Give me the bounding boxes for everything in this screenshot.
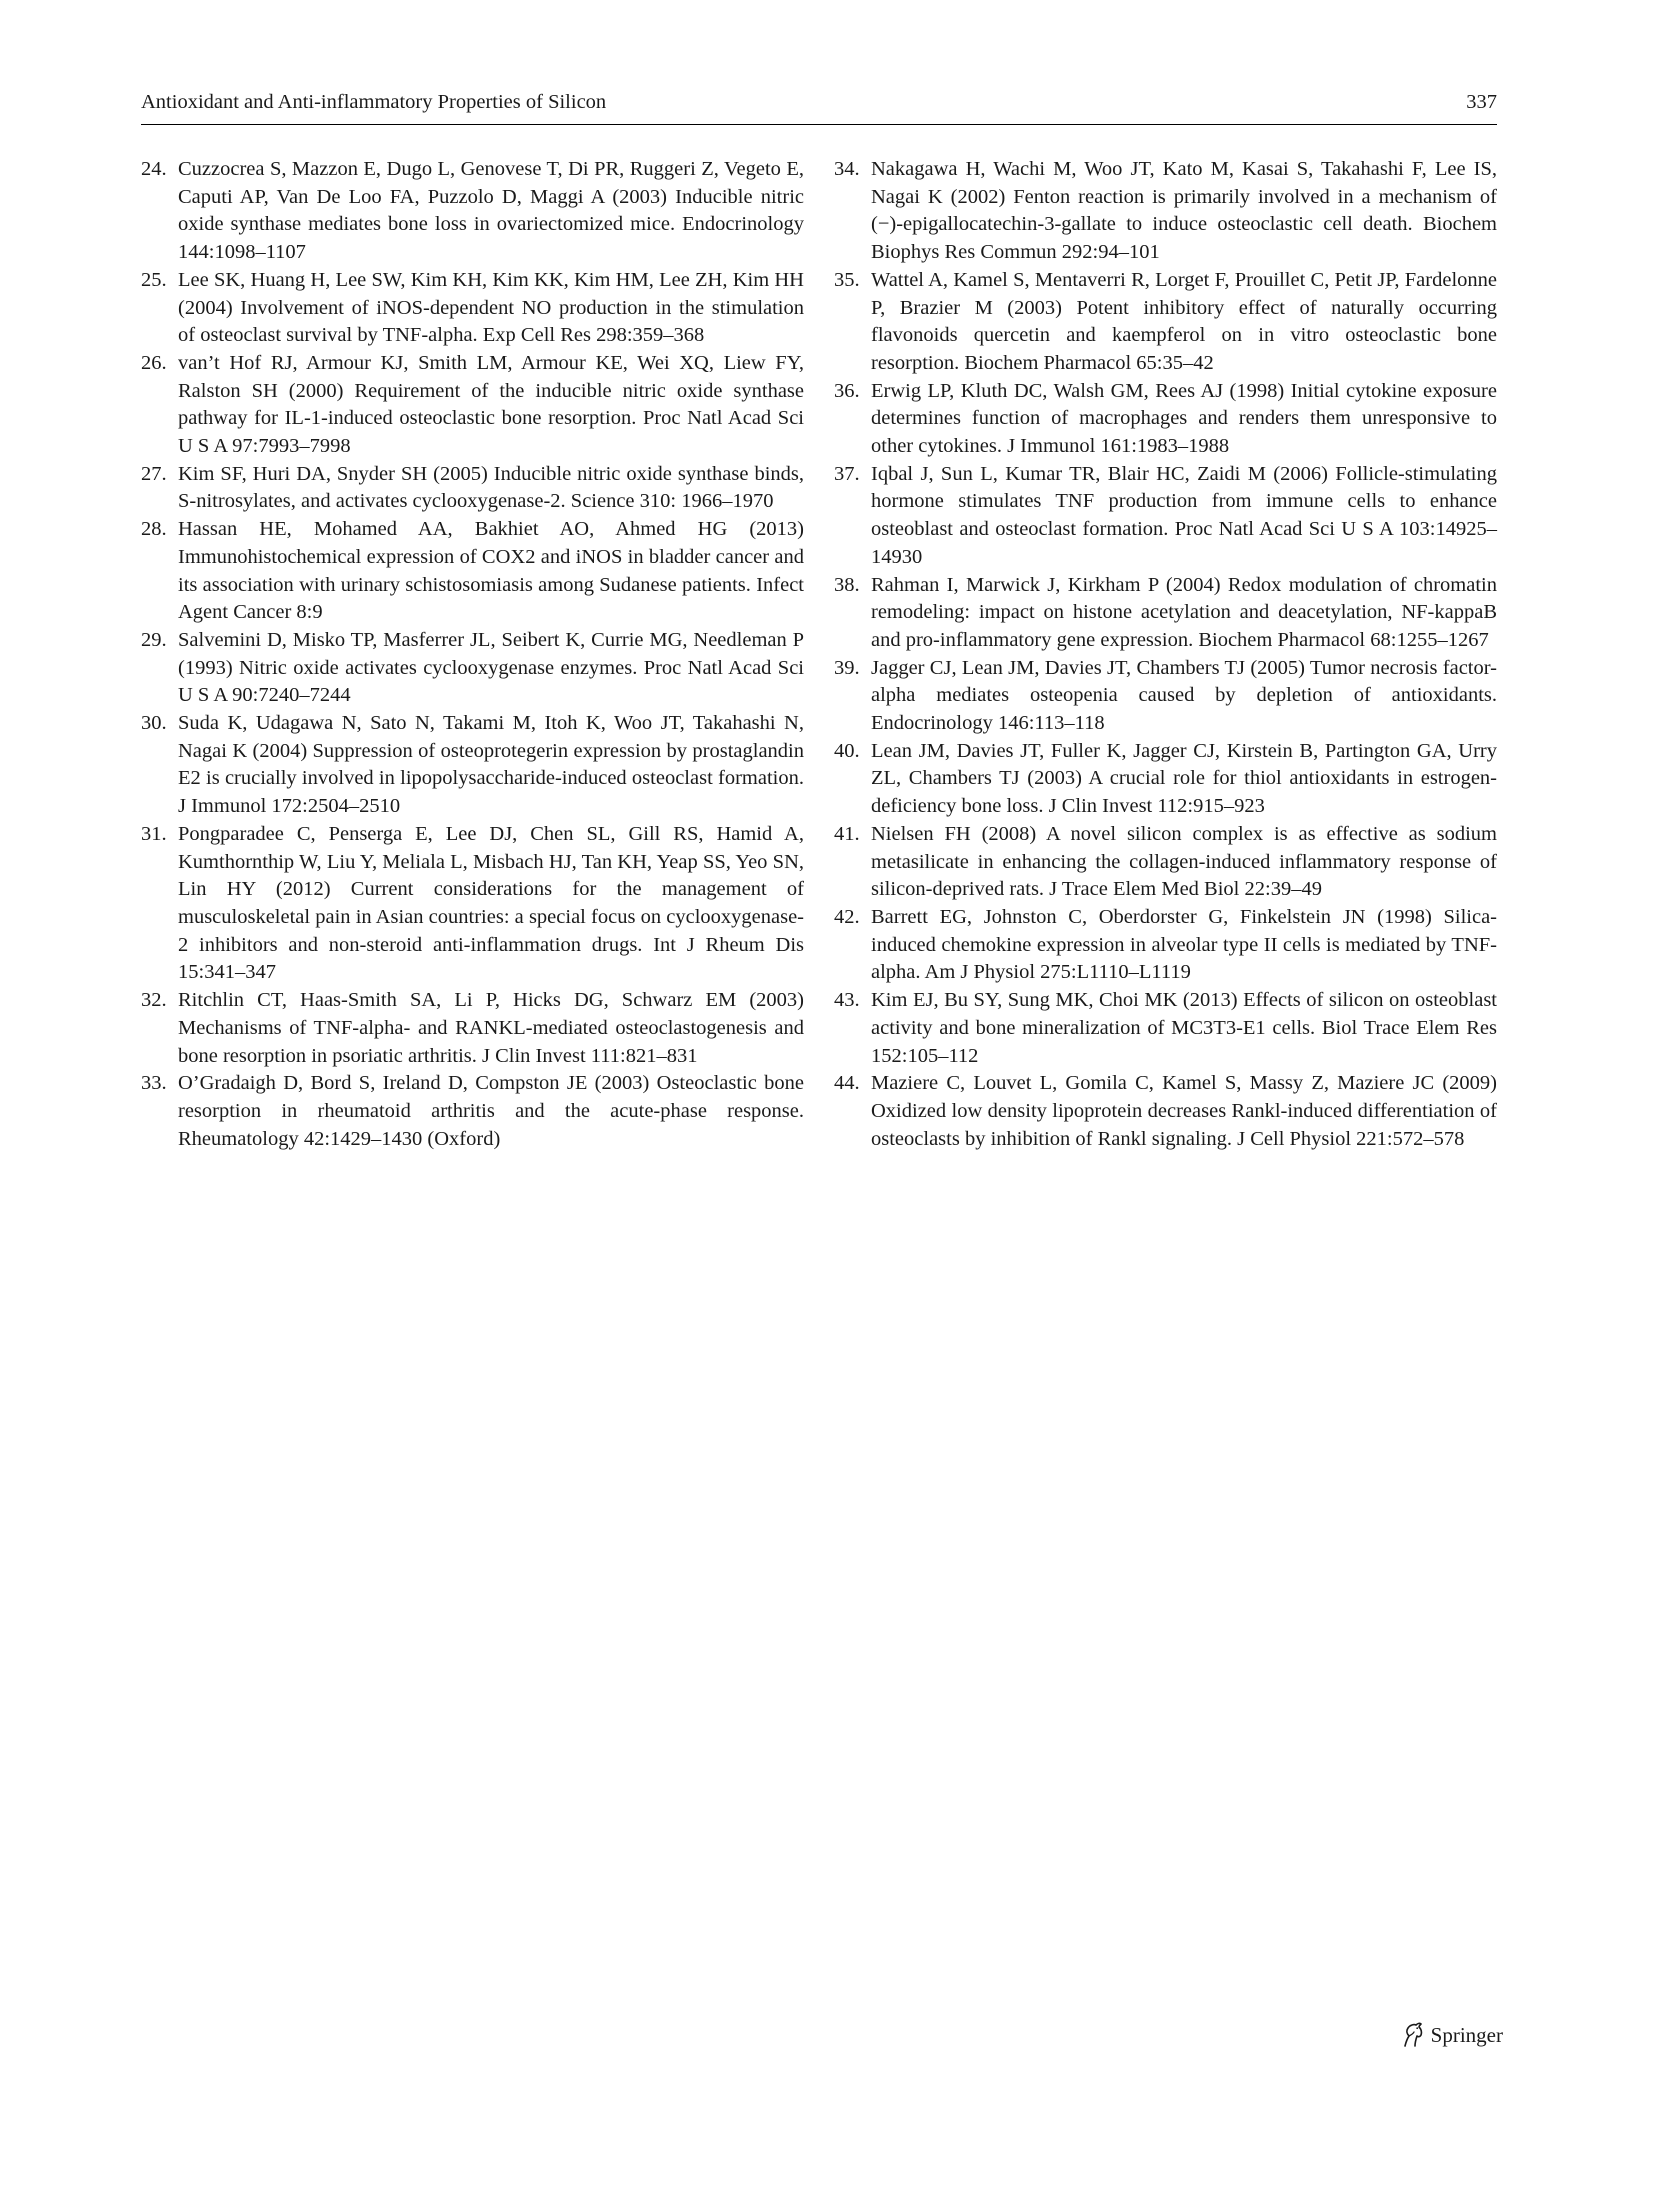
springer-horse-logo-icon bbox=[1401, 2022, 1425, 2048]
reference-number: 38. bbox=[834, 573, 860, 596]
reference-number: 31. bbox=[141, 822, 167, 845]
reference-text: Wattel A, Kamel S, Mentaverri R, Lorget F, Prouillet C, Petit JP, Fardelonne P, Brazier M (2003) Potent inhibitory effect of naturally occurring flavonoids quercetin and kaempferol on in vitro osteoclastic bone resorption. Biochem Pharmacol 65:35–42 bbox=[871, 268, 1497, 374]
reference-text: Hassan HE, Mohamed AA, Bakhiet AO, Ahmed HG (2013) Immunohistochemical expression of COX2 and iNOS in bladder cancer and its association with urinary schistosomiasis among Sudanese patients. Infect Agent Cancer 8:9 bbox=[178, 518, 804, 624]
reference-text: Lee SK, Huang H, Lee SW, Kim KH, Kim KK, Kim HM, Lee ZH, Kim HH (2004) Involvement of iNOS-dependent NO production in the stimulation of osteoclast survival by TNF-alpha. Exp Cell Res 298:359–368 bbox=[178, 268, 804, 347]
reference-text: Nielsen FH (2008) A novel silicon complex is as effective as sodium metasilicate in enhancing the collagen-induced inflammatory response of silicon-deprived rats. J Trace Elem Med Biol 22:39–49 bbox=[871, 822, 1497, 901]
reference-text: Barrett EG, Johnston C, Oberdorster G, Finkelstein JN (1998) Silica-induced chemokine expression in alveolar type II cells is mediated by TNF-alpha. Am J Physiol 275:L1110–L1119 bbox=[871, 905, 1497, 984]
references-column-right bbox=[834, 156, 1497, 1153]
references-column-left bbox=[141, 156, 804, 1153]
reference-text: Rahman I, Marwick J, Kirkham P (2004) Redox modulation of chromatin remodeling: impact on histone acetylation and deacetylation, NF-kappaB and pro-inflammatory gene expression. Biochem Pharmacol 68:1255–1267 bbox=[871, 573, 1497, 651]
reference-item bbox=[141, 821, 804, 987]
reference-text: Salvemini D, Misko TP, Masferrer JL, Seibert K, Currie MG, Needleman P (1993) Nitric oxide activates cyclooxygenase enzymes. Proc Natl Acad Sci U S A 90:7240–7244 bbox=[178, 628, 804, 707]
reference-number: 36. bbox=[834, 379, 860, 402]
publisher-mark bbox=[1401, 2020, 1503, 2050]
reference-number: 37. bbox=[834, 462, 860, 485]
reference-number: 30. bbox=[141, 712, 167, 735]
reference-number: 41. bbox=[834, 822, 860, 845]
reference-number: 33. bbox=[141, 1072, 167, 1095]
reference-number: 32. bbox=[141, 989, 167, 1012]
reference-text: Nakagawa H, Wachi M, Woo JT, Kato M, Kasai S, Takahashi F, Lee IS, Nagai K (2002) Fenton reaction is primarily involved in a mechanism of (−)-epigallocatechin-3-gallate to induce osteoclastic cell death. Biochem Biophys Res Commun 292:94–101 bbox=[871, 158, 1497, 264]
reference-text: O’Gradaigh D, Bord S, Ireland D, Compston JE (2003) Osteoclastic bone resorption in rheumatoid arthritis and the acute-phase response. Rheumatology 42:1429–1430 (Oxford) bbox=[178, 1072, 804, 1150]
reference-item bbox=[834, 156, 1497, 267]
reference-number: 29. bbox=[141, 628, 167, 651]
reference-item bbox=[141, 1070, 804, 1153]
reference-number: 24. bbox=[141, 158, 167, 180]
reference-number: 44. bbox=[834, 1072, 860, 1095]
reference-item bbox=[141, 156, 804, 267]
reference-number: 43. bbox=[834, 989, 860, 1012]
reference-item bbox=[141, 516, 804, 627]
running-title: Antioxidant and Anti-inflammatory Properties of Silicon bbox=[141, 91, 607, 113]
reference-number: 39. bbox=[834, 656, 860, 679]
reference-number: 26. bbox=[141, 351, 167, 374]
page-number: 337 bbox=[1466, 91, 1497, 113]
reference-text: Pongparadee C, Penserga E, Lee DJ, Chen SL, Gill RS, Hamid A, Kumthornthip W, Liu Y, Meliala L, Misbach HJ, Tan KH, Yeap SS, Yeo SN, Lin HY (2012) Current considerations for the management of musculoskeletal pain in Asian countries: a special focus on cyclooxygenase-2 inhibitors and non-steroid anti-inflammation drugs. Int J Rheum Dis 15:341–347 bbox=[178, 822, 804, 984]
reference-text: van’t Hof RJ, Armour KJ, Smith LM, Armour KE, Wei XQ, Liew FY, Ralston SH (2000) Requirement of the inducible nitric oxide synthase pathway for IL-1-induced osteoclastic bone resorption. Proc Natl Acad Sci U S A 97:7993–7998 bbox=[178, 351, 804, 458]
reference-text: Jagger CJ, Lean JM, Davies JT, Chambers TJ (2005) Tumor necrosis factor-alpha mediates osteopenia caused by depletion of antioxidants. Endocrinology 146:113–118 bbox=[871, 656, 1497, 735]
reference-number: 34. bbox=[834, 158, 860, 180]
reference-text: Suda K, Udagawa N, Sato N, Takami M, Itoh K, Woo JT, Takahashi N, Nagai K (2004) Suppression of osteoprotegerin expression by prostaglandin E2 is crucially involved in lipopolysaccharide-induced osteoclast formation. J Immunol 172:2504–2510 bbox=[178, 712, 804, 818]
reference-item bbox=[834, 1070, 1497, 1153]
reference-number: 35. bbox=[834, 268, 860, 291]
reference-number: 28. bbox=[141, 518, 167, 541]
reference-item bbox=[834, 655, 1497, 738]
reference-number: 25. bbox=[141, 268, 167, 291]
reference-number: 40. bbox=[834, 739, 860, 762]
reference-text: Erwig LP, Kluth DC, Walsh GM, Rees AJ (1998) Initial cytokine exposure determines function of macrophages and renders them unresponsive to other cytokines. J Immunol 161:1983–1988 bbox=[871, 379, 1497, 458]
reference-item bbox=[834, 738, 1497, 821]
reference-number: 42. bbox=[834, 905, 860, 928]
reference-item bbox=[834, 987, 1497, 1070]
reference-item bbox=[141, 710, 804, 821]
reference-text: Kim EJ, Bu SY, Sung MK, Choi MK (2013) Effects of silicon on osteoblast activity and bone mineralization of MC3T3-E1 cells. Biol Trace Elem Res 152:105–112 bbox=[871, 989, 1497, 1067]
publisher-name: Springer bbox=[1430, 2023, 1503, 2047]
reference-text: Iqbal J, Sun L, Kumar TR, Blair HC, Zaidi M (2006) Follicle-stimulating hormone stimulates TNF production from immune cells to enhance osteoblast and osteoclast formation. Proc Natl Acad Sci U S A 103:14925–14930 bbox=[871, 462, 1497, 568]
reference-item bbox=[834, 821, 1497, 904]
reference-item bbox=[834, 461, 1497, 572]
reference-text: Cuzzocrea S, Mazzon E, Dugo L, Genovese T, Di PR, Ruggeri Z, Vegeto E, Caputi AP, Van De Loo FA, Puzzolo D, Maggi A (2003) Inducible nitric oxide synthase mediates bone loss in ovariectomized mice. Endocrinology 144:1098–1107 bbox=[178, 158, 804, 264]
reference-item bbox=[141, 461, 804, 516]
reference-text: Ritchlin CT, Haas-Smith SA, Li P, Hicks DG, Schwarz EM (2003) Mechanisms of TNF-alpha- and RANKL-mediated osteoclastogenesis and bone resorption in psoriatic arthritis. J Clin Invest 111:821–831 bbox=[178, 989, 804, 1067]
reference-text: Maziere C, Louvet L, Gomila C, Kamel S, Massy Z, Maziere JC (2009) Oxidized low density lipoprotein decreases Rankl-induced differentiation of osteoclasts by inhibition of Rankl signaling. J Cell Physiol 221:572–578 bbox=[871, 1072, 1497, 1150]
reference-item bbox=[834, 572, 1497, 655]
reference-item bbox=[834, 378, 1497, 461]
reference-item bbox=[141, 267, 804, 350]
reference-text: Kim SF, Huri DA, Snyder SH (2005) Inducible nitric oxide synthase binds, S-nitrosylates, and activates cyclooxygenase-2. Science 310: 1966–1970 bbox=[178, 462, 804, 513]
reference-item bbox=[834, 904, 1497, 987]
reference-number: 27. bbox=[141, 462, 167, 485]
running-head bbox=[141, 90, 1497, 125]
reference-item bbox=[141, 350, 804, 461]
reference-item bbox=[834, 267, 1497, 378]
reference-text: Lean JM, Davies JT, Fuller K, Jagger CJ, Kirstein B, Partington GA, Urry ZL, Chambers TJ (2003) A crucial role for thiol antioxidants in estrogen-deficiency bone loss. J Clin Invest 112:915–923 bbox=[871, 739, 1497, 818]
reference-item bbox=[141, 627, 804, 710]
reference-item bbox=[141, 987, 804, 1070]
